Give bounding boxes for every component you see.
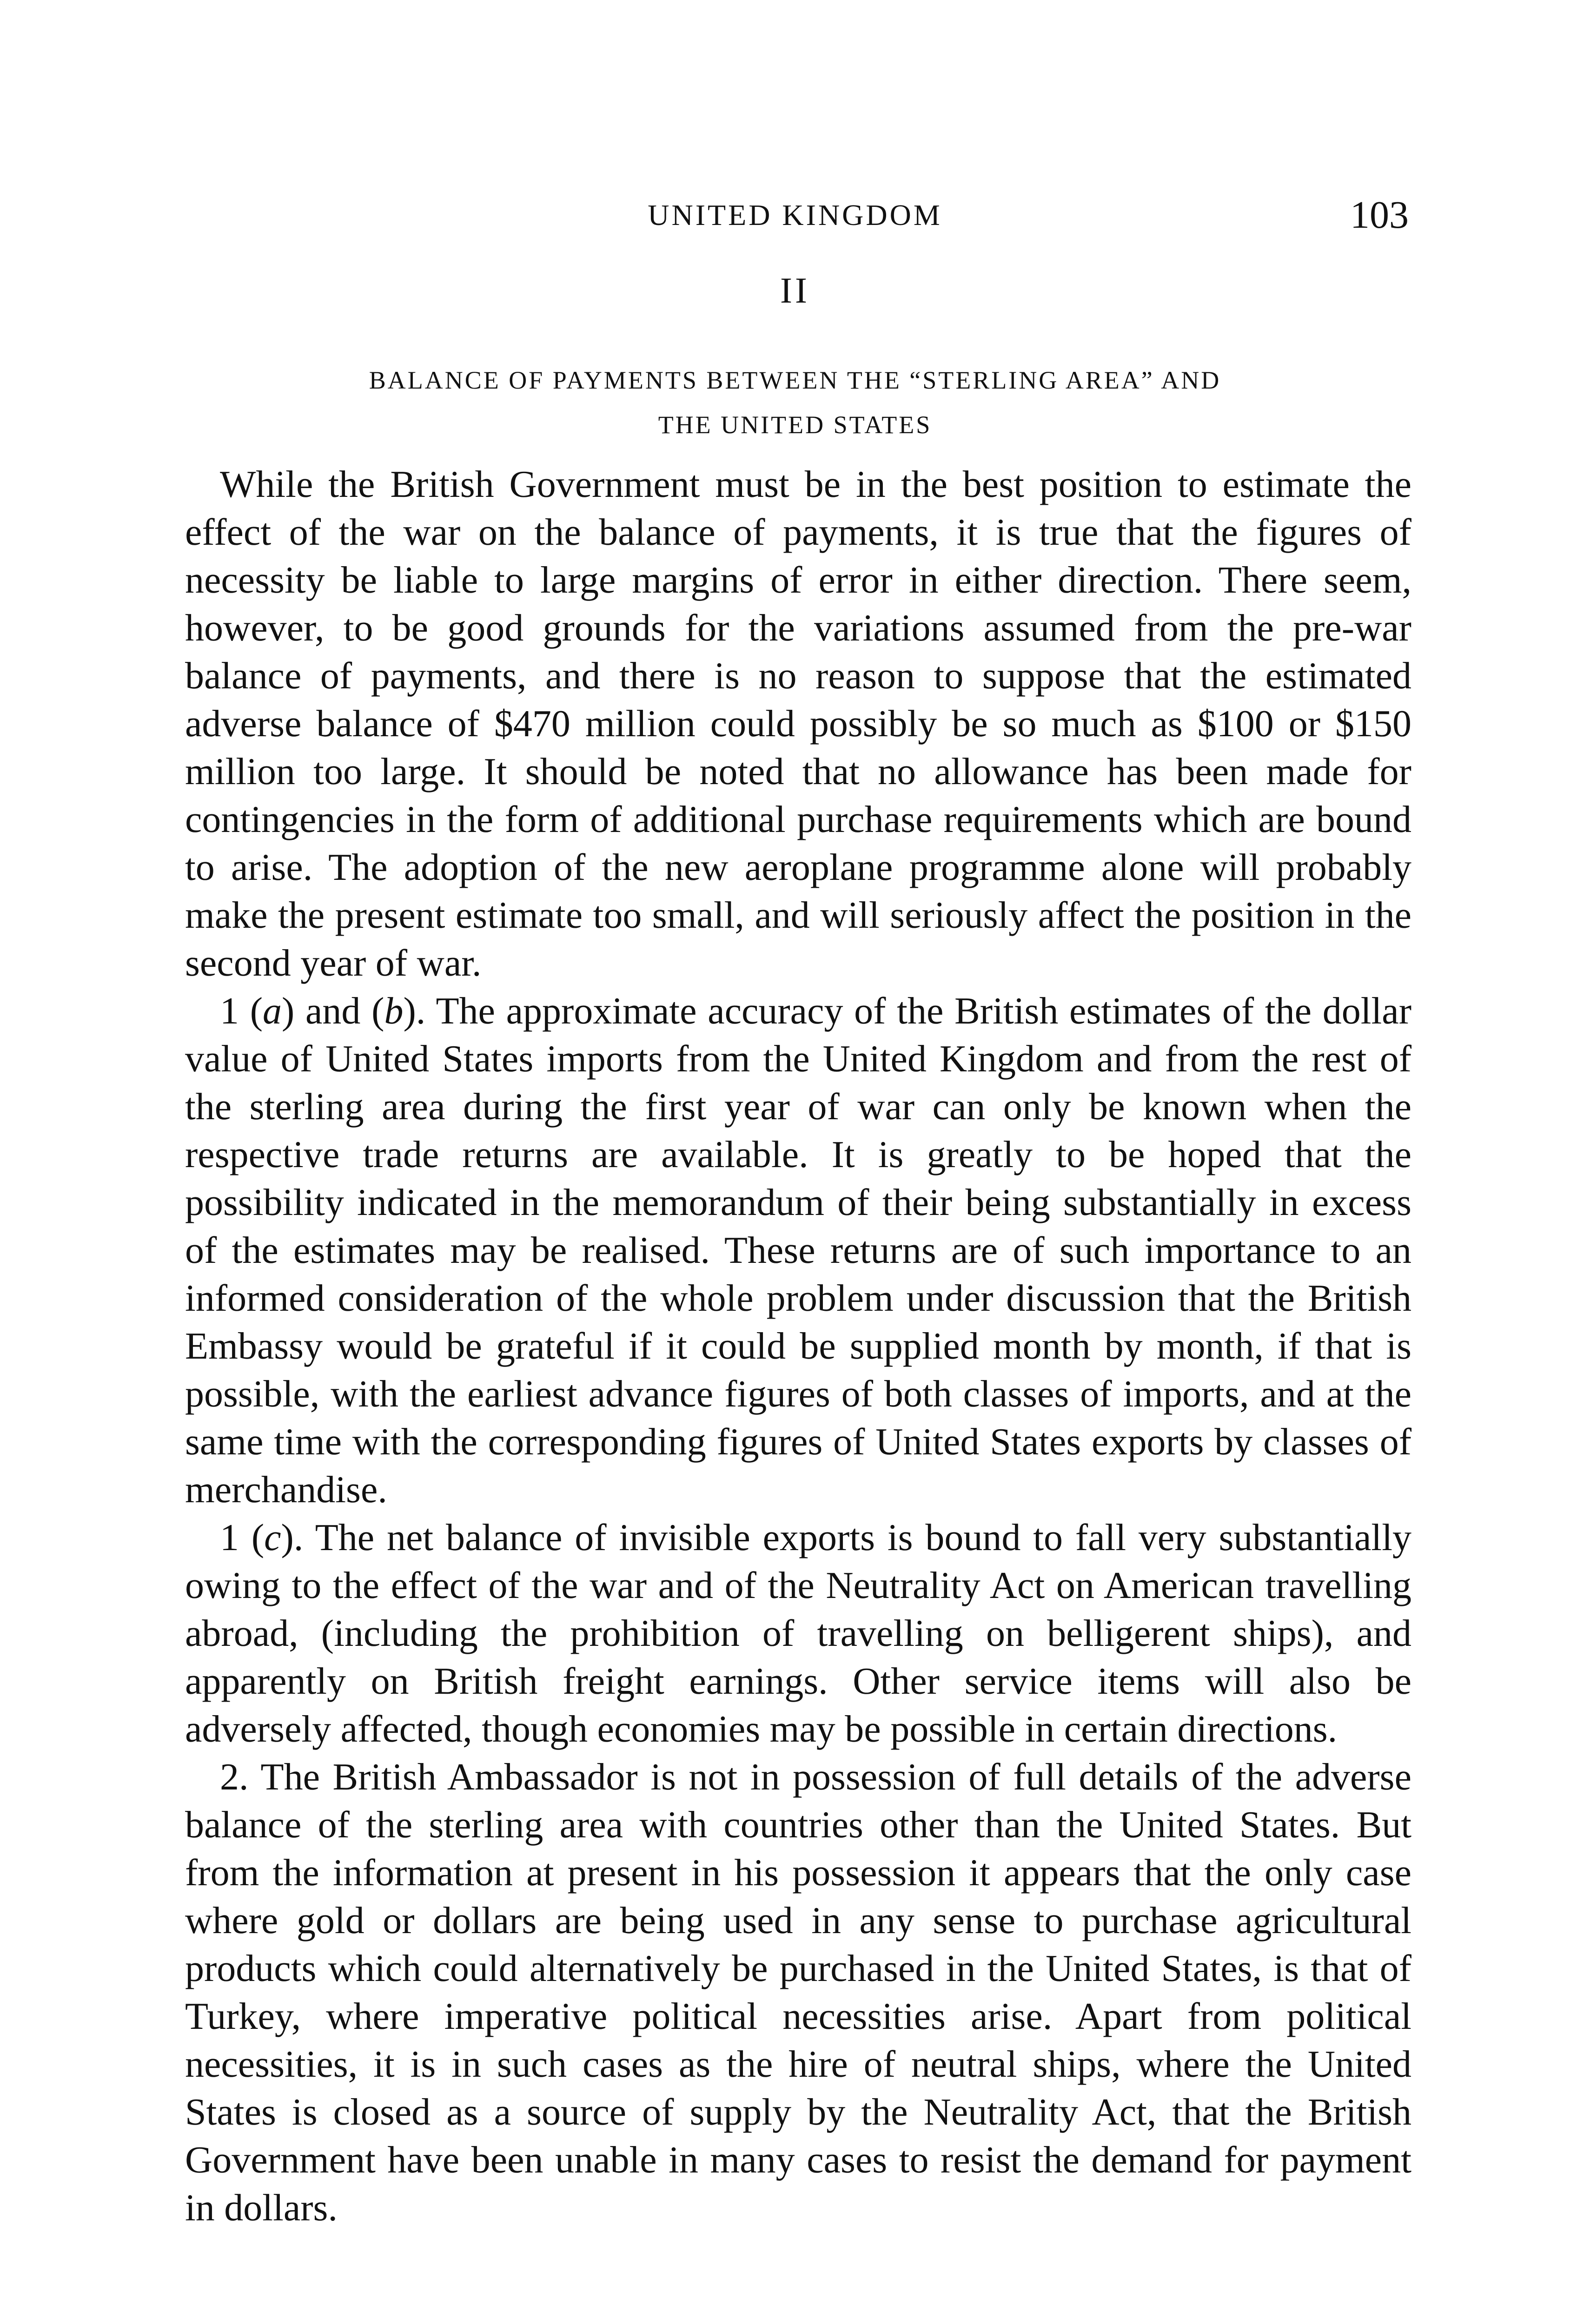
paragraph-lead-italic: a: [263, 990, 282, 1032]
body-text: [185, 460, 1411, 2232]
section-number: II: [780, 270, 810, 310]
paragraph-lead: 1 (: [220, 1516, 265, 1558]
section-heading-line: BALANCE OF PAYMENTS BETWEEN THE “STERLING AREA” AND: [369, 366, 1221, 394]
section-heading: [246, 358, 1344, 447]
section-heading-line: THE UNITED STATES: [658, 411, 932, 439]
paragraph-text: While the British Government must be in the best position to estimate the effect of the war on the balance of payments, it is true that the figures of necessity be liable to large margins of error in either direction. There seem, however, to be good grounds for the variations assumed from the pre-war balance of payments, and there is no reason to suppose that the estimated adverse balance of $470 million could possibly be so much as $100 or $150 million too large. It should be noted that no allowance has been made for contingencies in the form of additional purchase requirements which are bound to arise. The adoption of the new aeroplane programme alone will probably make the present estimate too small, and will seriously affect the position in the second year of war.: [185, 463, 1411, 984]
running-head-title: UNITED KINGDOM: [648, 198, 942, 231]
paragraph-lead-italic: c: [264, 1516, 281, 1558]
paragraph-text: 2. The British Ambassador is not in possession of full details of the adverse balance of the sterling area with countries other than the United States. But from the information at present in his possession it appears that the only case where gold or dollars are being used in any sense to purchase agricultural products which could alternatively be purchased in the United States, is that of Turkey, where imperative political necessities arise. Apart from political necessities, it is in such cases as the hire of neutral ships, where the United States is closed as a source of supply by the Neutrality Act, that the British Government have been unable in many cases to resist the demand for payment in dollars.: [185, 1756, 1411, 2229]
page-number: 103: [1350, 193, 1409, 237]
paragraph-2: [185, 1753, 1411, 2232]
paragraph-lead: ).: [403, 990, 426, 1032]
paragraph-intro: [185, 460, 1411, 987]
running-head: [0, 194, 1590, 236]
paragraph-1ab: [185, 987, 1411, 1513]
paragraph-lead: ) and (: [282, 990, 384, 1032]
paragraph-text: The approximate accuracy of the British estimates of the dollar value of United States imports from the United Kingdom and from the rest of the sterling area during the first year of war can only be known when the respective trade returns are available. It is greatly to be hoped that the possibility indicated in the memorandum of their being substantially in excess of the estimates may be realised. These returns are of such importance to an informed consideration of the whole problem under discussion that the British Embassy would be grateful if it could be supplied month by month, if that is possible, with the earliest advance figures of both classes of imports, and at the same time with the corresponding figures of United States exports by classes of merchandise.: [185, 990, 1412, 1511]
paragraph-lead-italic: b: [384, 990, 404, 1032]
paragraph-1c: [185, 1513, 1411, 1753]
paragraph-text: The net balance of invisible exports is bound to fall very substantially owing to the effect of the war and of the Neutrality Act on American travelling abroad, (including the prohibition of travelling on belligerent ships), and apparently on British freight earnings. Other service items will also be adversely affected, though economies may be possible in certain directions.: [185, 1516, 1411, 1750]
paragraph-lead: 1 (: [220, 990, 263, 1032]
paragraph-lead: ).: [281, 1516, 304, 1558]
